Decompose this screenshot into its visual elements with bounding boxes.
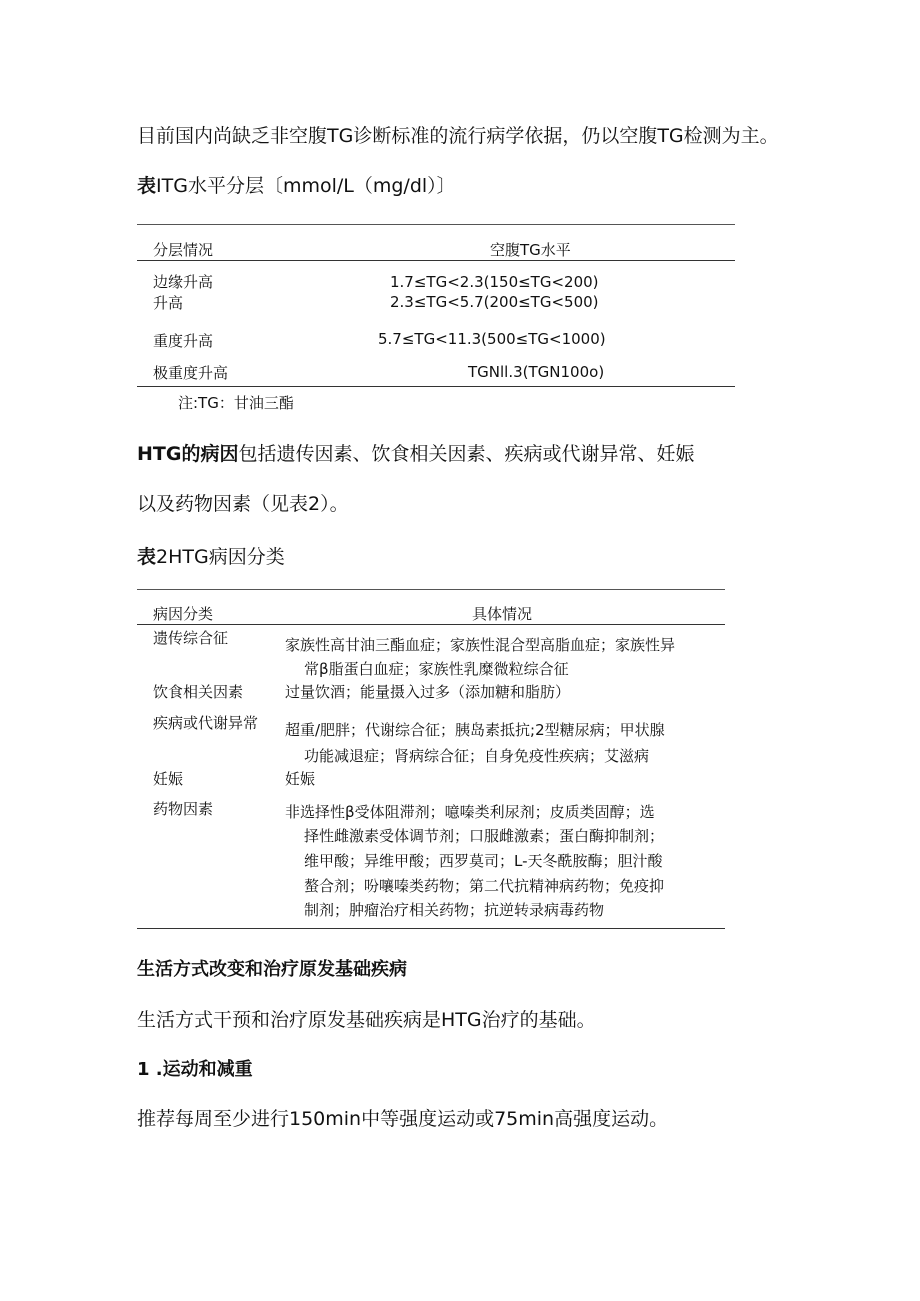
table1-row-value: 2.3≤TG<5.7(200≤TG<500) [390, 293, 599, 311]
table2-bottom-rule [137, 928, 725, 929]
table1-row-level: 重度升高 [153, 332, 214, 350]
table1-row-level: 极重度升高 [153, 364, 229, 382]
table2-row-category: 疾病或代谢异常 [153, 714, 259, 732]
intro-paragraph: 目前国内尚缺乏非空腹TG诊断标准的流行病学依据，仍以空腹TG检测为主。 [137, 125, 779, 147]
table2-row-category: 妊娠 [153, 770, 184, 788]
table2-row-detail-line: 妊娠 [285, 770, 316, 788]
table1-row-value: 1.7≤TG<2.3(150≤TG<200) [390, 273, 599, 291]
table2-header-rule [137, 624, 725, 625]
htg-paragraph-text: 包括遗传因素、饮食相关因素、疾病或代谢异常、妊娠 [238, 443, 695, 465]
table1-row-value: TGNll.3(TGN100o) [468, 363, 605, 381]
table2-row-detail-line: 维甲酸；异维甲酸；西罗莫司；L-天冬酰胺酶；胆汁酸 [304, 852, 663, 870]
table2-header-detail: 具体情况 [472, 605, 533, 623]
table2-row-detail-line: 非选择性β受体阻滞剂；噫嗪类利尿剂；皮质类固醇；选 [285, 803, 655, 821]
table2-top-rule [137, 589, 725, 590]
table2-row-category: 饮食相关因素 [153, 683, 244, 701]
table2-row-detail-line: 螯合剂；吩嚷嗪类药物；第二代抗精神病药物；免疫抑 [304, 877, 665, 895]
table1-row-value: 5.7≤TG<11.3(500≤TG<1000) [378, 330, 606, 348]
section-paragraph: 生活方式干预和治疗原发基础疾病是HTG治疗的基础。 [137, 1009, 596, 1031]
table2-header-category: 病因分类 [153, 605, 214, 623]
table2-row-detail-line: 制剂；肿瘤治疗相关药物；抗逆转录病毒药物 [304, 901, 605, 919]
htg-term: HTG的病因 [137, 443, 239, 465]
table1-header-level: 分层情况 [153, 241, 214, 259]
table1-note: 注:TG：甘油三酯 [178, 394, 294, 412]
table1-caption-text: ITG水平分层〔mmol/L（mg/dl）〕 [156, 175, 456, 197]
exercise-paragraph: 推荐每周至少进行150min中等强度运动或75min高强度运动。 [137, 1108, 669, 1130]
table2-row-detail-line: 常β脂蛋白血症；家族性乳糜微粒综合征 [304, 660, 569, 678]
table2-row-detail-line: 功能减退症；肾病综合征；自身免疫性疾病；艾滋病 [304, 747, 650, 765]
table2-row-detail-line: 超重/肥胖；代谢综合征；胰岛素抵抗;2型糖尿病；甲状腺 [285, 721, 665, 739]
htg-paragraph-line1 [137, 442, 694, 466]
table2-row-category: 药物因素 [153, 800, 214, 818]
table1-caption-label: 表 [137, 175, 157, 197]
subheading-exercise: 1 .运动和减重 [137, 1059, 253, 1080]
table2-row-detail-line: 家族性高甘油三酯血症；家族性混合型高脂血症；家族性异 [285, 636, 676, 654]
table2-row-category: 遗传综合征 [153, 629, 229, 647]
table1-caption [137, 174, 456, 198]
section-heading: 生活方式改变和治疗原发基础疾病 [137, 959, 407, 980]
table1-row-level: 边缘升高 [153, 273, 214, 291]
table2-row-detail-line: 过量饮酒；能量摄入过多（添加糖和脂肪） [285, 683, 571, 701]
table1-header-value: 空腹TG水平 [490, 241, 571, 259]
table1-header-rule [137, 260, 735, 261]
table1-top-rule [137, 224, 735, 225]
table2-caption-text: 2HTG病因分类 [156, 546, 285, 568]
table2-caption [137, 545, 285, 569]
htg-paragraph-line2: 以及药物因素（见表2）。 [137, 493, 349, 515]
table1-row-level: 升高 [153, 294, 184, 312]
table2-caption-label: 表 [137, 546, 157, 568]
table1-bottom-rule [137, 386, 735, 387]
table2-row-detail-line: 择性雌激素受体调节剂；口服雌激素；蛋白酶抑制剂； [304, 827, 665, 845]
